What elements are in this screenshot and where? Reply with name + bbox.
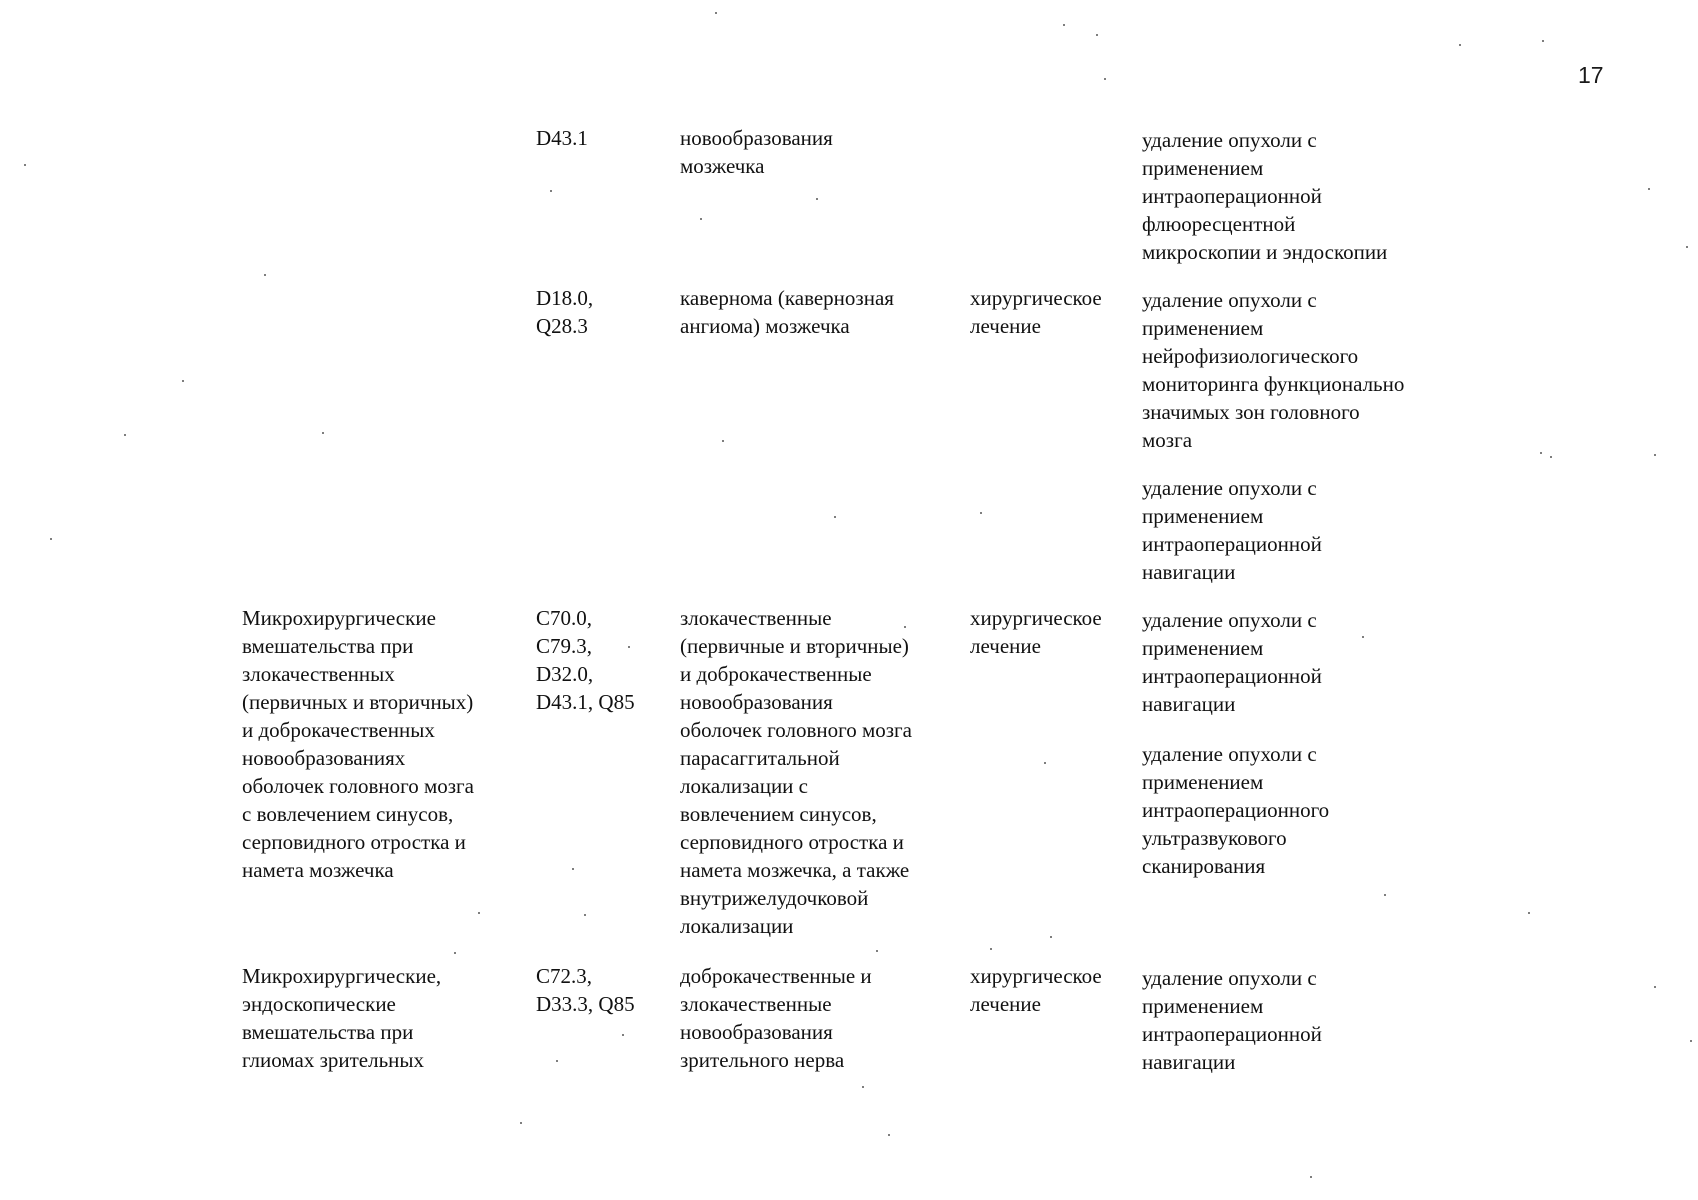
scan-speck	[24, 164, 26, 166]
row1-icd-code: D43.1	[536, 126, 588, 150]
scan-speck	[876, 950, 878, 952]
scan-speck	[1096, 34, 1098, 36]
row3-treatment: хирургическое лечение	[970, 606, 1102, 658]
scan-speck	[1648, 188, 1650, 190]
scan-speck	[550, 190, 552, 192]
scan-speck	[622, 1034, 624, 1036]
row2-method-1: удаление опухоли с применением нейрофизиологического мониторинга функционально значимых зон головного мозга	[1142, 288, 1405, 452]
scan-speck	[124, 434, 126, 436]
scan-speck	[182, 380, 184, 382]
scan-speck	[1654, 454, 1656, 456]
scan-speck	[628, 646, 630, 648]
scan-speck	[1550, 456, 1552, 458]
scan-speck	[556, 1060, 558, 1062]
scan-speck	[50, 538, 52, 540]
scan-speck	[834, 516, 836, 518]
scan-speck	[816, 198, 818, 200]
scan-speck	[1044, 762, 1046, 764]
scan-speck	[322, 432, 324, 434]
scan-speck	[1050, 936, 1052, 938]
scan-speck	[1310, 1176, 1312, 1178]
scan-speck	[1384, 894, 1386, 896]
row1-diagnosis: новообразования мозжечка	[680, 126, 833, 178]
row3-method-2: удаление опухоли с применением интраоперационного ультразвукового сканирования	[1142, 742, 1330, 878]
row2-treatment: хирургическое лечение	[970, 286, 1102, 338]
scan-speck	[454, 952, 456, 954]
scan-speck	[862, 1086, 864, 1088]
scan-speck	[1654, 986, 1656, 988]
scan-speck	[520, 1122, 522, 1124]
scan-speck	[264, 274, 266, 276]
scan-speck	[990, 948, 992, 950]
scan-speck	[888, 1134, 890, 1136]
row4-method: удаление опухоли с применением интраоперационной навигации	[1142, 966, 1322, 1074]
scan-speck	[700, 218, 702, 220]
scan-speck	[1362, 636, 1364, 638]
row4-treatment: хирургическое лечение	[970, 964, 1102, 1016]
row4-intervention-name: Микрохирургические, эндоскопические вмешательства при глиомах зрительных	[242, 964, 442, 1072]
scan-speck	[1459, 44, 1461, 46]
scan-speck	[584, 914, 586, 916]
row3-method-1: удаление опухоли с применением интраоперационной навигации	[1142, 608, 1322, 716]
scan-speck	[1542, 40, 1544, 42]
row3-icd-code: C70.0, C79.3, D32.0, D43.1, Q85	[536, 606, 635, 714]
scan-speck	[980, 512, 982, 514]
scan-speck	[572, 868, 574, 870]
scan-speck	[1063, 24, 1065, 26]
scan-speck	[1528, 912, 1530, 914]
row4-diagnosis: доброкачественные и злокачественные новообразования зрительного нерва	[680, 964, 872, 1072]
row4-icd-code: C72.3, D33.3, Q85	[536, 964, 635, 1016]
scan-speck	[1104, 78, 1106, 80]
row2-icd-code: D18.0, Q28.3	[536, 286, 594, 338]
scan-speck	[904, 626, 906, 628]
scan-speck	[1540, 452, 1542, 454]
scan-speck	[722, 440, 724, 442]
row2-method-2: удаление опухоли с применением интраоперационной навигации	[1142, 476, 1322, 584]
row1-method: удаление опухоли с применением интраоперационной флюоресцентной микроскопии и эндоскопии	[1142, 128, 1388, 264]
row3-diagnosis: злокачественные (первичные и вторичные) и доброкачественные новообразования оболочек головного мозга парасаггитальной локализации с вовлечением синусов, серповидного отростка и намета мозжечка, а также внутрижелудочковой локализации	[680, 606, 912, 938]
row3-intervention-name: Микрохирургические вмешательства при злокачественных (первичных и вторичных) и доброкачественных новообразованиях оболочек головного мозга с вовлечением синусов, серповидного отростка и намета мозжечка	[242, 606, 474, 882]
scan-speck	[715, 12, 717, 14]
row2-diagnosis: кавернома (кавернозная ангиома) мозжечка	[680, 286, 894, 338]
scan-speck	[1690, 1040, 1692, 1042]
page-number: 17	[1578, 62, 1604, 88]
scan-speck	[478, 912, 480, 914]
scan-speck	[1686, 246, 1688, 248]
